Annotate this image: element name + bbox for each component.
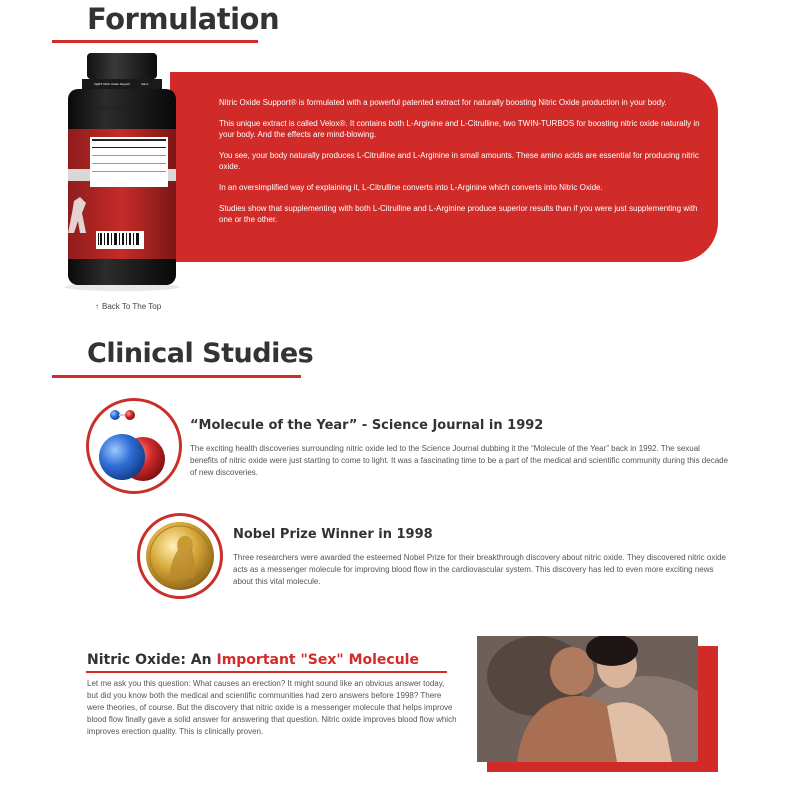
supplement-facts-title: Supplement Facts [93, 106, 137, 112]
bottle-label-line: VigRX Nitric Oxide Support [94, 82, 131, 86]
couple-photo [477, 636, 698, 762]
formulation-heading: Formulation [87, 2, 280, 36]
heading-underline [52, 375, 301, 378]
clinical-studies-heading: Clinical Studies [87, 338, 314, 369]
sex-molecule-heading [87, 652, 419, 668]
formulation-paragraph: Nitric Oxide Support® is formulated with a powerful patented extract for naturally boosting Nitric Oxide production in your body. [219, 98, 667, 107]
bottle-label-text [89, 81, 159, 141]
formulation-text [219, 97, 707, 235]
formulation-paragraph: In an oversimplified way of explaining it, L-Citrulline converts into L-Arginine which converts into Nitric Oxide. [219, 183, 603, 192]
study-body: Three researchers were awarded the esteemed Nobel Prize for their breakthrough discovery about nitric oxide. They discovered nitric oxide acts as a messenger molecule for improving blood flow in the cardiovascular system. This discovery has led to even more exciting news about this vital molecule. [233, 553, 726, 586]
heading-accent: Important "Sex" Molecule [216, 652, 419, 668]
heading-underline [52, 40, 258, 43]
bottle-brand: Velox [141, 82, 149, 86]
formulation-paragraph: This unique extract is called Velox®. It contains both L-Arginine and L-Citrulline, two TWIN-TURBOS for boosting nitric oxide naturally in your body. And the effects are mind-blowing. [219, 119, 700, 139]
sex-molecule-body: Let me ask you this question: What causes an erection? It might sound like an obvious answer today, but did you know both the medical and scientific communities had zero answers before 1998? There were theories, of course. But the discovery that nitric oxide is a messenger molecule that helps improve blood flow finally gave a solid answer for answering that question. Nitric oxide improves blood flow which improves erection quality. This is clinically proven. [87, 679, 457, 736]
study-title: “Molecule of the Year” - Science Journal in 1992 [190, 418, 544, 433]
formulation-paragraph: Studies show that supplementing with both L-Citrulline and L-Arginine produce superior results than if you were just supplementing with one or the other. [219, 204, 698, 224]
back-to-top-link[interactable] [95, 302, 161, 311]
study-title: Nobel Prize Winner in 1998 [233, 527, 433, 542]
heading-underline [86, 671, 447, 673]
heading-prefix: Nitric Oxide: An [87, 652, 217, 668]
formulation-paragraph: You see, your body naturally produces L-Citrulline and L-Arginine in small amounts. These amino acids are essential for producing nitric oxide. [219, 151, 699, 171]
study-body: The exciting health discoveries surrounding nitric oxide led to the Science Journal dubbing it the “Molecule of the Year” back in 1992. The sexual benefits of nitric oxide were just starting to come to light. It was a fascinating time to be a part of the medical and scientific community during this decade of new discoveries. [190, 444, 729, 477]
arrow-up-icon: ↑ [95, 302, 99, 311]
molecule-icon [86, 398, 182, 494]
nobel-medal-icon [137, 513, 223, 599]
back-to-top-label: Back To The Top [102, 302, 162, 311]
